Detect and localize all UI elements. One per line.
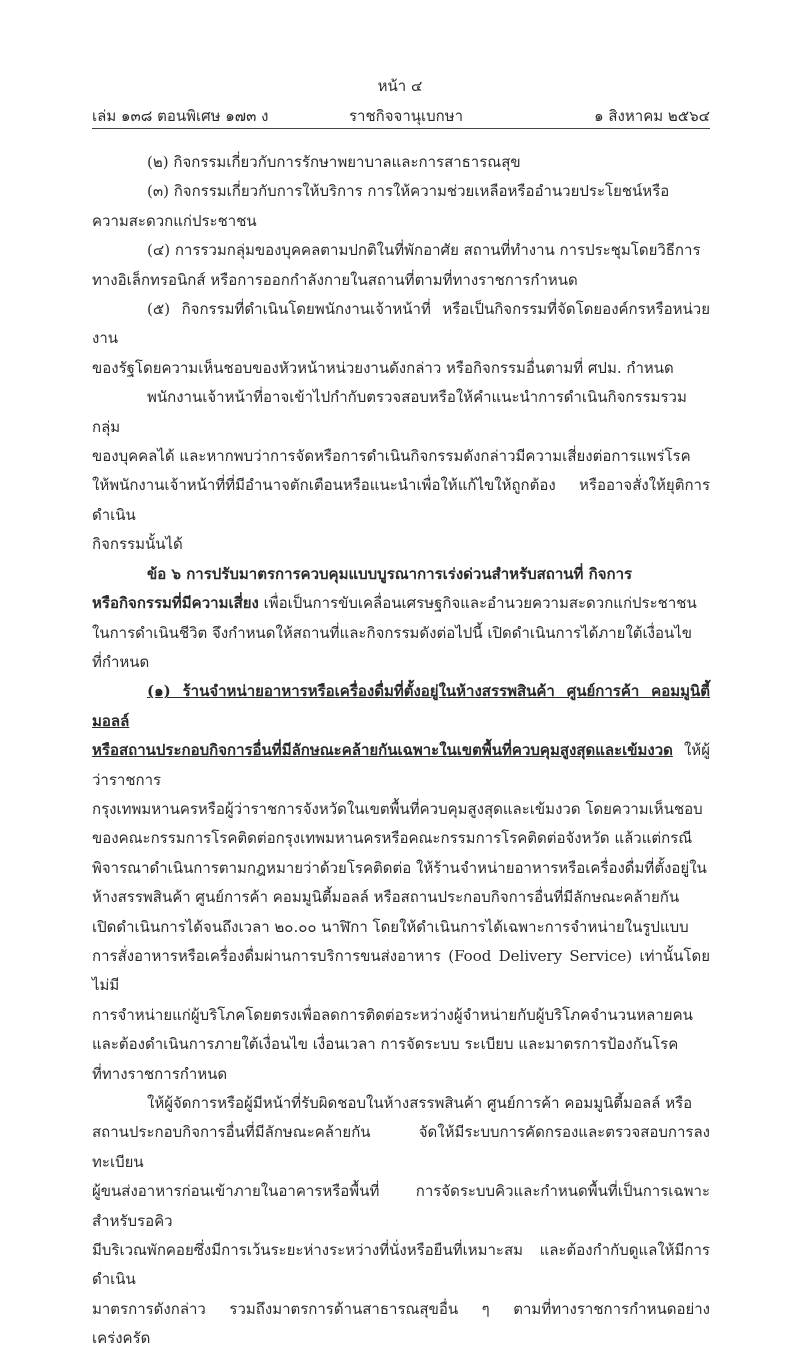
activity-item-2: (๒) กิจกรรมเกี่ยวกับการรักษาพยาบาลและการสาธารณสุข — [147, 153, 521, 171]
clause-6-item-1 — [92, 677, 710, 1089]
manager-paragraph: ให้ผู้จัดการหรือผู้มีหน้าที่รับผิดชอบในห้างสรรพสินค้า ศูนย์การค้า คอมมูนิตี้มอลล์ หรือ สถานประกอบกิจการอื่นที่มีลักษณะคล้ายกัน จัดให้มีระบบการคัดกรองและตรวจสอบการลงทะเบียน ผู้ขนส่งอาหารก่อนเข้าภายในอาคารหรือพื้นที่ การจัดระบบคิวและกำหนดพื้นที่เป็นการเฉพาะสำหรับรอคิว มีบริเวณพักคอยซึ่งมีการเว้นระยะห่างระหว่างที่นั่งหรือยืนที่เหมาะสม และต้องกำกับดูแลให้มีการดำเนิน มาตรการดังกล่าว รวมถึงมาตรการด้านสาธารณสุขอื่น ๆ ตามที่ทางราชการกำหนดอย่างเคร่งครัด — [92, 1094, 710, 1348]
running-header — [92, 104, 710, 129]
issue-date: ๑ สิงหาคม ๒๕๖๔ — [594, 107, 710, 125]
item-1-text: ให้ผู้ว่าราชการ กรุงเทพมหานครหรือผู้ว่าราชการจังหวัดในเขตพื้นที่ควบคุมสูงสุดและเข้มงวด โดยความเห็นชอบ ของคณะกรรมการโรคติดต่อกรุงเทพมหานครหรือคณะกรรมการโรคติดต่อจังหวัด แล้วแต่กรณี พิจารณาดำเนินการตามกฎหมายว่าด้วยโรคติดต่อ ให้ร้านจำหน่ายอาหารหรือเครื่องดื่มที่ตั้งอยู่ใน ห้างสรรพสินค้า ศูนย์การค้า คอมมูนิตี้มอลล์ หรือสถานประกอบกิจการอื่นที่มีลักษณะคล้ายกัน เปิดดำเนินการได้จนถึงเวลา ๒๐.๐๐ นาฬิกา โดยให้ดำเนินการได้เฉพาะการจำหน่ายในรูปแบบ การสั่งอาหารหรือเครื่องดื่มผ่านการบริการขนส่งอาหาร (Food Delivery Service) เท่านั้นโดยไม่มี การจำหน่ายแก่ผู้บริโภคโดยตรงเพื่อลดการติดต่อระหว่างผู้จำหน่ายกับผู้บริโภคจำนวนหลายคน และต้องดำเนินการภายใต้เงื่อนไข เงื่อนเวลา การจัดระบบ ระเบียบ และมาตรการป้องกันโรค ที่ทางราชการกำหนด — [92, 741, 710, 1083]
clause-6 — [92, 560, 710, 678]
clause-6-heading: ข้อ ๖ การปรับมาตรการควบคุมแบบบูรณาการเร่งด่วนสำหรับสถานที่ กิจการ หรือกิจกรรมที่มีความเสี่ยง — [92, 564, 633, 613]
clause-6-text: เพื่อเป็นการขับเคลื่อนเศรษฐกิจและอำนวยความสะดวกแก่ประชาชน ในการดำเนินชีวิต จึงกำหนดให้สถานที่และกิจกรรมดังต่อไปนี้ เปิดดำเนินการได้ภายใต้เงื่อนไข ที่กำหนด — [92, 594, 697, 671]
journal-title: ราชกิจจานุเบกษา — [349, 107, 464, 125]
activity-item-5: (๕) กิจกรรมที่ดำเนินโดยพนักงานเจ้าหน้าที่ หรือเป็นกิจกรรมที่จัดโดยองค์กรหรือหน่วยงาน ของรัฐโดยความเห็นชอบของหัวหน้าหน่วยงานดังกล่าว หรือกิจกรรมอื่นตามที่ ศปม. กำหนด — [92, 300, 710, 377]
item-1-heading: (๑) ร้านจำหน่ายอาหารหรือเครื่องดื่มที่ตั้งอยู่ในห้างสรรพสินค้า ศูนย์การค้า คอมมูนิตี้มอลล์ หรือสถานประกอบกิจการอื่นที่มีลักษณะคล้ายกันเฉพาะในเขตพื้นที่ควบคุมสูงสุดและเข้มงวด — [92, 682, 710, 760]
activity-item-4: (๔) การรวมกลุ่มของบุคคลตามปกติในที่พักอาศัย สถานที่ทำงาน การประชุมโดยวิธีการ ทางอิเล็กทรอนิกส์ หรือการออกกำลังกายในสถานที่ตามที่ทางราชการกำหนด — [92, 241, 701, 289]
officer-paragraph: พนักงานเจ้าหน้าที่อาจเข้าไปกำกับตรวจสอบหรือให้คำแนะนำการดำเนินกิจกรรมรวมกลุ่ม ของบุคคลได้ และหากพบว่าการจัดหรือการดำเนินกิจกรรมดังกล่าวมีความเสี่ยงต่อการแพร่โรค ให้พนักงานเจ้าหน้าที่ที่มีอำนาจตักเตือนหรือแนะนำเพื่อให้แก้ไขให้ถูกต้อง หรืออาจสั่งให้ยุติการดำเนิน กิจกรรมนั้นได้ — [92, 388, 710, 554]
document-body — [92, 148, 710, 1354]
activity-item-3: (๓) กิจกรรมเกี่ยวกับการให้บริการ การให้ความช่วยเหลือหรืออำนวยประโยชน์หรือ ความสะดวกแก่ประชาชน — [92, 182, 670, 230]
page-number: หน้า ๔ — [377, 77, 423, 95]
volume-issue: เล่ม ๑๓๘ ตอนพิเศษ ๑๗๓ ง — [92, 107, 269, 125]
